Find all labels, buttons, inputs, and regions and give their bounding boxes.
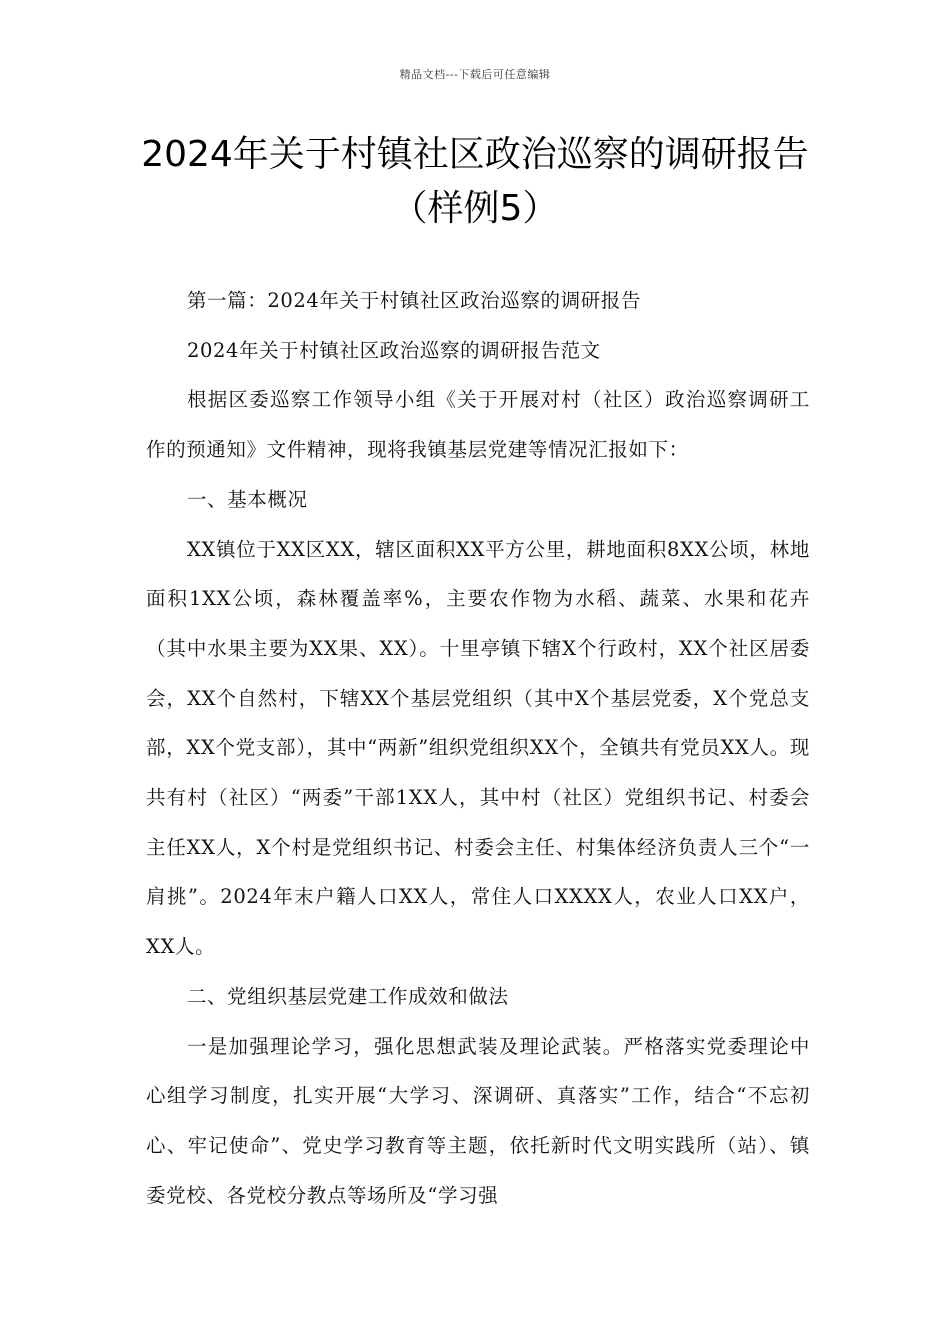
paragraph-overview: XX镇位于XX区XX，辖区面积XX平方公里，耕地面积8XX公顷，林地面积1XX公顷，森林覆盖率%，主要农作物为水稻、蔬菜、水果和花卉（其中水果主要为XX果、XX）。十里亭镇下辖X个行政村，XX个社区居委会，XX个自然村，下辖XX个基层党组织（其中X个基层党委，X个党总支部，XX个党支部），其中“两新”组织党组织XX个，全镇共有党员XX人。现共有村（社区）“两委”干部1XX人，其中村（社区）党组织书记、村委会主任XX人，X个村是党组织书记、村委会主任、村集体经济负责人三个“一肩挑”。2024年末户籍人口XX人，常住人口XXXX人，农业人口XX户，XX人。	[146, 537, 810, 959]
document-body	[146, 276, 810, 1220]
document-title: 2024年关于村镇社区政治巡察的调研报告（样例5）	[141, 134, 809, 229]
paragraph-intro: 根据区委巡察工作领导小组《关于开展对村（社区）政治巡察调研工作的预通知》文件精神，现将我镇基层党建等情况汇报如下：	[146, 388, 810, 462]
page-header-note: 精品文档---下载后可任意编辑	[399, 68, 551, 81]
paragraph-theory-study: 一是加强理论学习，强化思想武装及理论武装。严格落实党委理论中心组学习制度，扎实开展“大学习、深调研、真落实”工作，结合“不忘初心、牢记使命”、党史学习教育等主题，依托新时代文明实践所（站）、镇委党校、各党校分教点等场所及“学习强	[146, 1034, 810, 1207]
paragraph-part-heading: 第一篇：2024年关于村镇社区政治巡察的调研报告	[186, 289, 641, 312]
section-heading-achievements: 二、党组织基层党建工作成效和做法	[186, 984, 509, 1008]
paragraph-subtitle: 2024年关于村镇社区政治巡察的调研报告范文	[186, 338, 601, 362]
section-heading-overview: 一、基本概况	[186, 487, 308, 511]
